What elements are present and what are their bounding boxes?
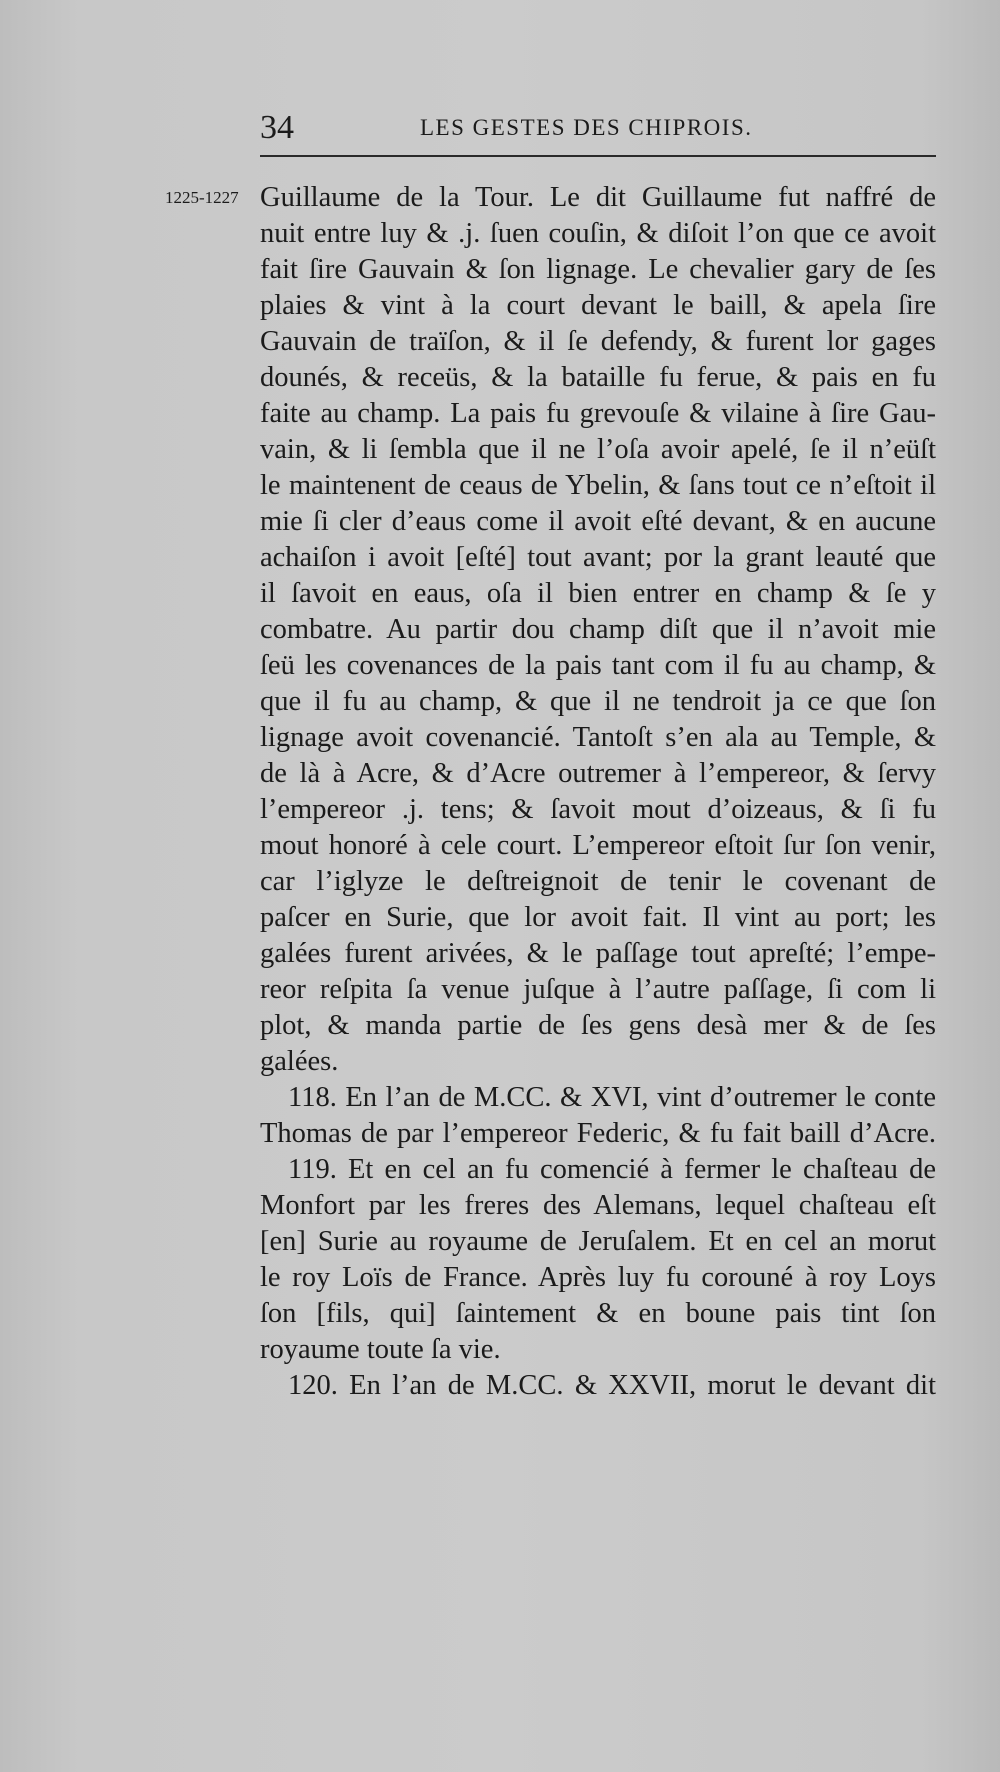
text-line: [en] Surie au royaume de Jeruſalem. Et en cel an morut bbox=[260, 1226, 936, 1257]
text-line: dounés, & receüs, & la bataille fu ferue, & pais en fu bbox=[260, 362, 936, 393]
page-header bbox=[260, 108, 936, 148]
text-line: plot, & manda partie de ſes gens desà mer & de ſes bbox=[260, 1010, 936, 1041]
text-line: galées. bbox=[260, 1046, 339, 1077]
page-number: 34 bbox=[260, 109, 294, 146]
text-line: mout honoré à cele court. L’empereor eſtoit ſur ſon venir, bbox=[260, 830, 936, 861]
text-line: Guillaume de la Tour. Le dit Guillaume fut naffré de bbox=[260, 182, 936, 213]
running-title: LES GESTES DES CHIPROIS. bbox=[420, 115, 753, 140]
body-text bbox=[260, 180, 936, 1404]
text-line: fait ſire Gauvain & ſon lignage. Le chevalier gary de ſes bbox=[260, 254, 936, 285]
text-line: royaume toute ſa vie. bbox=[260, 1334, 501, 1365]
text-line: paſcer en Surie, que lor avoit fait. Il vint au port; les bbox=[260, 902, 936, 933]
text-line: Thomas de par l’empereor Federic, & fu fait baill d’Acre. bbox=[260, 1118, 936, 1149]
text-line: nuit entre luy & .j. ſuen couſin, & diſoit l’on que ce avoit bbox=[260, 218, 936, 249]
text-line: achaiſon i avoit [eſté] tout avant; por la grant leauté que bbox=[260, 542, 936, 573]
text-line: que il fu au champ, & que il ne tendroit ja ce que ſon bbox=[260, 686, 936, 717]
text-line: de là à Acre, & d’Acre outremer à l’empereor, & ſervy bbox=[260, 758, 936, 789]
text-line: combatre. Au partir dou champ diſt que il n’avoit mie bbox=[260, 614, 936, 645]
text-line: l’empereor .j. tens; & ſavoit mout d’oizeaus, & ſi fu bbox=[260, 794, 936, 825]
text-line: lignage avoit covenancié. Tantoſt s’en ala au Temple, & bbox=[260, 722, 936, 753]
text-line: Gauvain de traïſon, & il ſe defendy, & furent lor gages bbox=[260, 326, 936, 357]
text-line: faite au champ. La pais fu grevouſe & vilaine à ſire Gau- bbox=[260, 398, 936, 429]
text-line: il ſavoit en eaus, oſa il bien entrer en champ & ſe y bbox=[260, 578, 936, 609]
margin-date-note: 1225-1227 bbox=[165, 188, 239, 207]
text-line: le maintenent de ceaus de Ybelin, & ſans tout ce n’eſtoit il bbox=[260, 470, 936, 501]
text-line: reor reſpita ſa venue juſque à l’autre paſſage, ſi com li bbox=[260, 974, 936, 1005]
header-rule bbox=[260, 155, 936, 157]
text-line: galées furent arivées, & le paſſage tout apreſté; l’empe- bbox=[260, 938, 936, 969]
text-line: mie ſi cler d’eaus come il avoit eſté devant, & en aucune bbox=[260, 506, 936, 537]
text-line: Monfort par les freres des Alemans, lequel chaſteau eſt bbox=[260, 1190, 936, 1221]
text-line: ſon [fils, qui] ſaintement & en boune pais tint ſon bbox=[260, 1298, 936, 1329]
paragraph-118-line: 118. En l’an de M.CC. & XVI, vint d’outremer le conte bbox=[288, 1082, 936, 1113]
text-line: car l’iglyze le deſtreignoit de tenir le covenant de bbox=[260, 866, 936, 897]
paragraph-119-line: 119. Et en cel an fu comencié à fermer le chaſteau de bbox=[288, 1154, 936, 1185]
text-line: ſeü les covenances de la pais tant com il fu au champ, & bbox=[260, 650, 936, 681]
text-line: plaies & vint à la court devant le baill, & apela ſire bbox=[260, 290, 936, 321]
text-line: vain, & li ſembla que il ne l’oſa avoir apelé, ſe il n’eüſt bbox=[260, 434, 936, 465]
paragraph-120-line: 120. En l’an de M.CC. & XXVII, morut le devant dit bbox=[288, 1370, 936, 1401]
text-line: le roy Loïs de France. Après luy fu corouné à roy Loys bbox=[260, 1262, 936, 1293]
